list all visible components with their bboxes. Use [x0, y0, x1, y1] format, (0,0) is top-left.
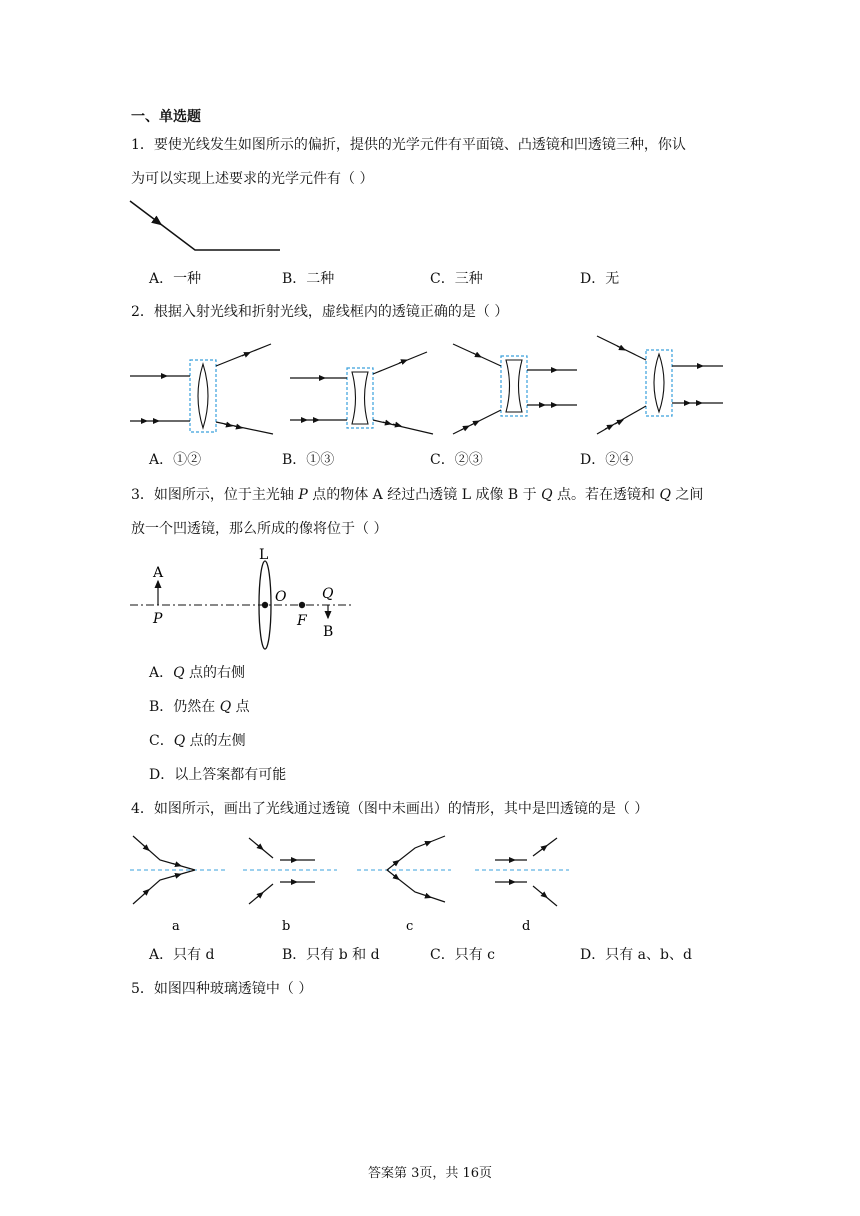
q3-option-c[interactable]: C．Q 点的左侧 [149, 733, 246, 749]
q4-ray-figures [125, 826, 585, 934]
q4-label-d: d [522, 919, 531, 934]
q4-figure-d [475, 838, 569, 934]
q1-option-c[interactable]: C．三种 [430, 271, 483, 287]
q2-option-c[interactable]: C．②③ [430, 452, 483, 468]
q1-stem-line1: 1．要使光线发生如图所示的偏折，提供的光学元件有平面镜、凸透镜和凹透镜三种，你认 [131, 137, 686, 153]
q1-ray-figure [125, 195, 290, 257]
q4-option-d[interactable]: D．只有 a、b、d [580, 947, 692, 963]
q1-stem-line2: 为可以实现上述要求的光学元件有（ ） [131, 171, 374, 187]
q4-label-b: b [282, 919, 291, 934]
q4-option-c[interactable]: C．只有 c [430, 947, 496, 963]
q3-stem-line1: 3．如图所示，位于主光轴 P 点的物体 A 经过凸透镜 L 成像 B 于 Q 点。若在透镜和 Q 之间 [131, 487, 704, 503]
q3-label-P: P [153, 611, 163, 627]
q3-option-b[interactable]: B．仍然在 Q 点 [149, 699, 250, 715]
q3-option-d[interactable]: D．以上答案都有可能 [149, 767, 287, 783]
q4-option-b[interactable]: B．只有 b 和 d [282, 947, 380, 963]
q4-label-a: a [172, 919, 180, 934]
q1-option-d[interactable]: D．无 [580, 271, 620, 287]
q3-option-a[interactable]: A．Q 点的右侧 [149, 665, 246, 681]
q4-figure-a [130, 836, 225, 934]
q3-label-Q: Q [322, 586, 334, 602]
q2-figure-2 [290, 352, 433, 434]
q4-stem: 4．如图所示，画出了光线通过透镜（图中未画出）的情形，其中是凹透镜的是（ ） [131, 801, 649, 817]
q3-label-A: A [153, 565, 164, 581]
q2-figure-1 [130, 344, 273, 434]
q2-option-a[interactable]: A．①② [149, 452, 202, 468]
q3-lens-figure [125, 543, 360, 653]
q2-option-d[interactable]: D．②④ [580, 452, 634, 468]
q4-figure-b [243, 838, 337, 934]
q2-figure-4 [597, 336, 723, 434]
q2-figure-3 [453, 344, 577, 434]
section-title: 一、单选题 [131, 109, 201, 125]
q4-figure-c [357, 836, 451, 934]
page-footer: 答案第 3页，共 16页 [367, 1166, 493, 1181]
q3-stem-line2: 放一个凹透镜，那么所成的像将位于（ ） [131, 521, 388, 537]
q2-lens-figures [125, 332, 735, 442]
q2-option-b[interactable]: B．①③ [282, 452, 335, 468]
q3-label-F: F [297, 613, 307, 629]
q4-label-c: c [406, 919, 414, 934]
q1-option-a[interactable]: A．一种 [149, 271, 202, 287]
q5-stem: 5．如图四种玻璃透镜中（ ） [131, 981, 313, 997]
q3-label-L: L [259, 547, 269, 563]
q2-stem: 2．根据入射光线和折射光线，虚线框内的透镜正确的是（ ） [131, 304, 509, 320]
q4-option-a[interactable]: A．只有 d [149, 947, 215, 963]
q1-option-b[interactable]: B．二种 [282, 271, 335, 287]
q3-label-O: O [275, 589, 287, 605]
q3-label-B: B [323, 624, 334, 640]
